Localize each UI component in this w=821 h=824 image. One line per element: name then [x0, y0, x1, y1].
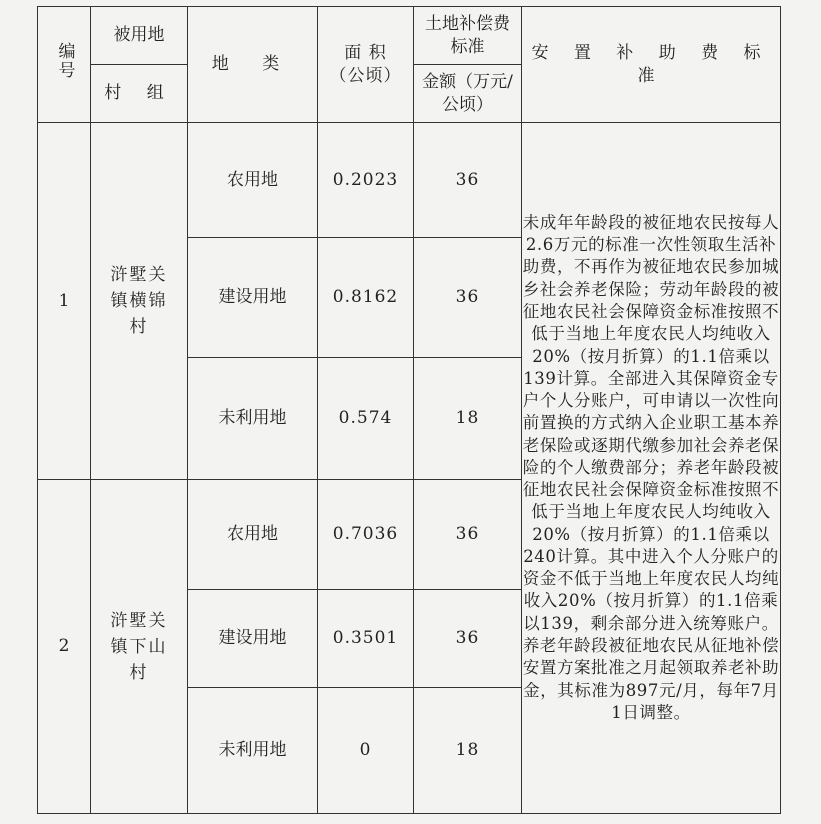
- compensation-table: [37, 6, 781, 814]
- area-cell: 0: [318, 688, 414, 814]
- resettlement-text: 未成年年龄段的被征地农民按每人2.6万元的标准一次性领取生活补助费，不再作为被征地农民参加城乡社会养老保险；劳动年龄段的被征地农民社会保障资金标准按照不低于当地上年度农民人均纯收入20%（按月折算）的1.1倍乘以139计算。全部进入其保障资金专户个人分账户，可申请以一次性向前置换的方式纳入企业职工基本养老保险或逐期代缴参加社会养老保险的个人缴费部分；养老年龄段被征地农民社会保障资金标准按照不低于当地上年度农民人均纯收入20%（按月折算）的1.1倍乘以240计算。其中进入个人分账户的资金不低于当地上年度农民人均纯收入20%（按月折算）的1.1倍乘以139，剩余部分进入统筹账户。养老年龄段被征地农民从征地补偿安置方案批准之月起领取养老补助金，其标准为897元/月，每年7月1日调整。: [522, 123, 781, 814]
- land-type-cell: 建设用地: [188, 590, 318, 688]
- header-no: 编号: [38, 7, 91, 123]
- amount-cell: 36: [414, 123, 522, 238]
- village-name: 浒墅关镇横锦村: [91, 123, 188, 480]
- amount-cell: 36: [414, 480, 522, 590]
- land-type-cell: 未利用地: [188, 688, 318, 814]
- group-no: 2: [38, 480, 91, 814]
- header-area: 面 积（公顷）: [318, 7, 414, 123]
- land-type-cell: 农用地: [188, 480, 318, 590]
- area-cell: 0.3501: [318, 590, 414, 688]
- header-compensation-bottom: 金额（万元/公顷）: [414, 65, 522, 123]
- amount-cell: 18: [414, 358, 522, 480]
- land-type-cell: 农用地: [188, 123, 318, 238]
- land-type-cell: 建设用地: [188, 238, 318, 358]
- amount-cell: 36: [414, 238, 522, 358]
- table-row: [38, 123, 781, 238]
- header-row-1: [38, 7, 781, 65]
- area-cell: 0.574: [318, 358, 414, 480]
- header-land-type: 地 类: [188, 7, 318, 123]
- village-name: 浒墅关镇下山村: [91, 480, 188, 814]
- header-compensation-top: 土地补偿费标准: [414, 7, 522, 65]
- area-cell: 0.7036: [318, 480, 414, 590]
- area-cell: 0.8162: [318, 238, 414, 358]
- header-land-owner-top: 被用地: [91, 7, 188, 65]
- area-cell: 0.2023: [318, 123, 414, 238]
- header-land-owner-bottom: 村 组: [91, 65, 188, 123]
- amount-cell: 36: [414, 590, 522, 688]
- group-no: 1: [38, 123, 91, 480]
- amount-cell: 18: [414, 688, 522, 814]
- land-type-cell: 未利用地: [188, 358, 318, 480]
- header-resettlement: 安 置 补 助 费 标 准: [522, 7, 781, 123]
